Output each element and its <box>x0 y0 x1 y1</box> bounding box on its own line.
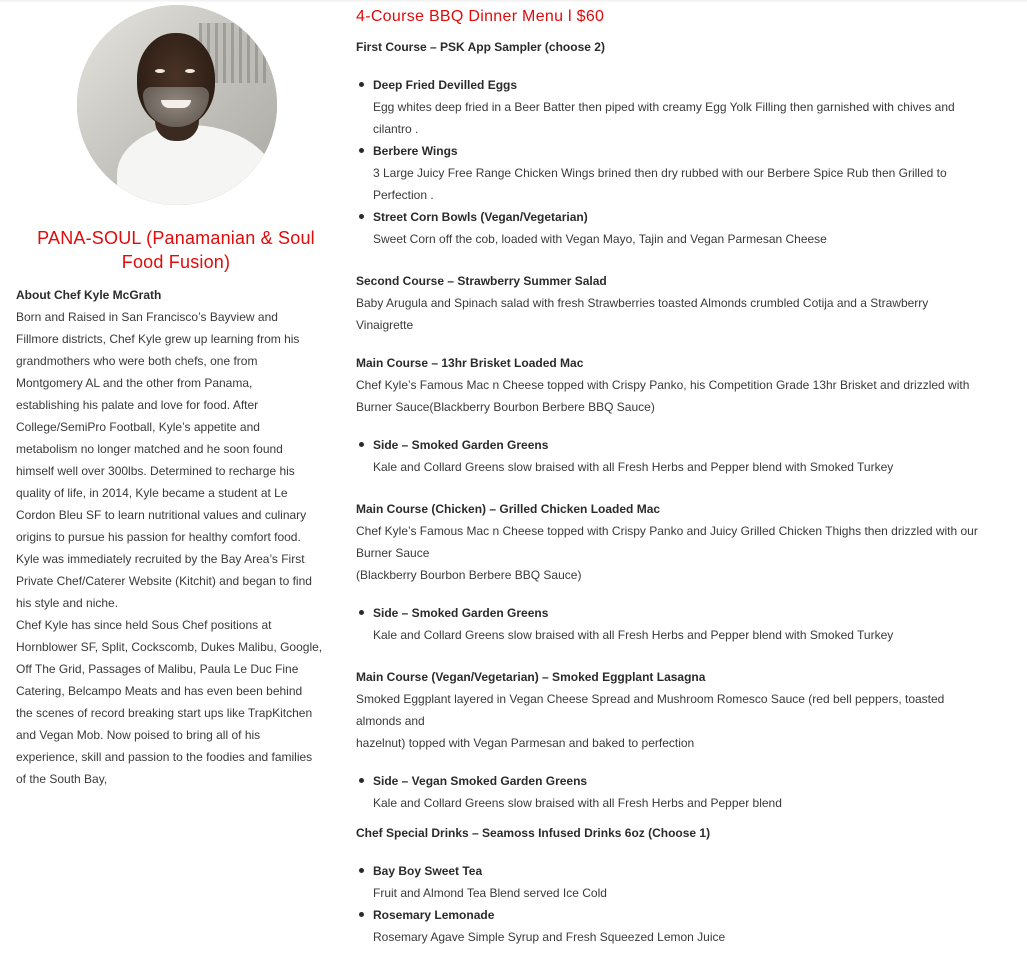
desc-line: Vinaigrette <box>356 318 414 332</box>
about-line: grandmothers who were both chefs, one from <box>16 354 258 368</box>
second-course-heading: Second Course – Strawberry Summer Salad <box>356 274 607 288</box>
about-line: Catering, Belcampo Meats and has even been behind <box>16 684 303 698</box>
about-line: experience, skill and passion to the foodies and families <box>16 750 313 764</box>
desc-line: Kale and Collard Greens slow braised with all Fresh Herbs and Pepper blend <box>373 796 782 810</box>
menu-item-name: Deep Fried Devilled Eggs <box>373 78 518 92</box>
about-text <box>16 306 338 790</box>
bullet-icon <box>359 912 364 917</box>
first-course-heading: First Course – PSK App Sampler (choose 2) <box>356 40 605 54</box>
desc-line: 3 Large Juicy Free Range Chicken Wings brined then dry rubbed with our Berbere Spice Rub then Grilled to <box>373 166 947 180</box>
about-line: metabolism no longer matched and he soon found <box>16 442 283 456</box>
side-desc <box>373 624 1013 646</box>
main-vegan-heading: Main Course (Vegan/Vegetarian) – Smoked Eggplant Lasagna <box>356 670 706 684</box>
desc-line: almonds and <box>356 714 425 728</box>
drinks-heading: Chef Special Drinks – Seamoss Infused Drinks 6oz (Choose 1) <box>356 826 711 840</box>
desc-line: Kale and Collard Greens slow braised with all Fresh Herbs and Pepper blend with Smoked Turkey <box>373 460 894 474</box>
menu-item-name: Berbere Wings <box>373 144 458 158</box>
side-desc <box>373 792 1013 814</box>
bullet-icon <box>359 610 364 615</box>
chef-photo <box>77 5 277 205</box>
about-line: his style and niche. <box>16 596 119 610</box>
about-line: origins to pursue his passion for healthy comfort food. <box>16 530 301 544</box>
side-name: Side – Vegan Smoked Garden Greens <box>373 774 588 788</box>
main-brisket-heading: Main Course – 13hr Brisket Loaded Mac <box>356 356 584 370</box>
desc-line: Egg whites deep fried in a Beer Batter then piped with creamy Egg Yolk Filling then garnished with chives and <box>373 100 955 114</box>
chef-brand-title-line1: PANA-SOUL (Panamanian & Soul <box>37 228 315 248</box>
side-name: Side – Smoked Garden Greens <box>373 606 549 620</box>
about-line: quality of life, in 2014, Kyle became a student at Le <box>16 486 288 500</box>
about-heading: About Chef Kyle McGrath <box>16 288 162 302</box>
desc-line: Chef Kyle’s Famous Mac n Cheese topped with Crispy Panko and Juicy Grilled Chicken Thighs then drizzled with our <box>356 524 978 538</box>
about-line: Off The Grid, Passages of Malibu, Paula Le Duc Fine <box>16 662 299 676</box>
drink-name: Bay Boy Sweet Tea <box>373 864 483 878</box>
about-line: Born and Raised in San Francisco’s Bayview and <box>16 310 278 324</box>
menu-item-name: Street Corn Bowls (Vegan/Vegetarian) <box>373 210 588 224</box>
about-line: Kyle was immediately recruited by the Bay Area’s First <box>16 552 305 566</box>
side-name: Side – Smoked Garden Greens <box>373 438 549 452</box>
top-divider <box>0 0 1027 3</box>
chef-brand-title <box>16 226 336 274</box>
desc-line: Burner Sauce(Blackberry Bourbon Berbere BBQ Sauce) <box>356 400 655 414</box>
about-line: Chef Kyle has since held Sous Chef positions at <box>16 618 272 632</box>
desc-line: Smoked Eggplant layered in Vegan Cheese Spread and Mushroom Romesco Sauce (red bell peppers, toasted <box>356 692 945 706</box>
menu-item-desc <box>373 96 1013 140</box>
desc-line: hazelnut) topped with Vegan Parmesan and baked to perfection <box>356 736 695 750</box>
desc-line: Perfection . <box>373 188 434 202</box>
desc-line: Fruit and Almond Tea Blend served Ice Cold <box>373 886 607 900</box>
menu-title: 4-Course BBQ Dinner Menu l $60 <box>356 8 605 25</box>
drink-desc <box>373 882 1013 904</box>
about-line: himself well over 300lbs. Determined to recharge his <box>16 464 295 478</box>
desc-line: Baby Arugula and Spinach salad with fresh Strawberries toasted Almonds crumbled Cotija and a Strawberry <box>356 296 929 310</box>
about-line: College/SemiPro Football, Kyle’s appetite and <box>16 420 260 434</box>
drink-desc <box>373 926 1013 948</box>
about-line: the scenes of record breaking start ups like TrapKitchen <box>16 706 313 720</box>
bullet-icon <box>359 214 364 219</box>
bullet-icon <box>359 442 364 447</box>
about-line: of the South Bay, <box>16 772 108 786</box>
chef-brand-title-line2: Food Fusion) <box>121 252 231 272</box>
bullet-icon <box>359 868 364 873</box>
main-chicken-desc <box>356 520 1016 586</box>
desc-line: Sweet Corn off the cob, loaded with Vegan Mayo, Tajin and Vegan Parmesan Cheese <box>373 232 827 246</box>
main-vegan-desc <box>356 688 1016 754</box>
desc-line: Kale and Collard Greens slow braised with all Fresh Herbs and Pepper blend with Smoked Turkey <box>373 628 894 642</box>
about-line: establishing his palate and love for food. After <box>16 398 259 412</box>
about-line: and Vegan Mob. Now poised to bring all of his <box>16 728 261 742</box>
drink-name: Rosemary Lemonade <box>373 908 495 922</box>
desc-line: (Blackberry Bourbon Berbere BBQ Sauce) <box>356 568 582 582</box>
menu-item-desc <box>373 228 1013 250</box>
desc-line: Chef Kyle’s Famous Mac n Cheese topped with Crispy Panko, his Competition Grade 13hr Brisket and drizzled with <box>356 378 970 392</box>
about-line: Private Chef/Caterer Website (Kitchit) and began to find <box>16 574 312 588</box>
desc-line: Burner Sauce <box>356 546 430 560</box>
about-line: Cordon Bleu SF to learn nutritional values and culinary <box>16 508 307 522</box>
bullet-icon <box>359 148 364 153</box>
second-course-desc <box>356 292 1016 336</box>
bullet-icon <box>359 82 364 87</box>
main-brisket-desc <box>356 374 1016 418</box>
desc-line: Rosemary Agave Simple Syrup and Fresh Squeezed Lemon Juice <box>373 930 726 944</box>
main-chicken-heading: Main Course (Chicken) – Grilled Chicken Loaded Mac <box>356 502 661 516</box>
about-line: Fillmore districts, Chef Kyle grew up learning from his <box>16 332 300 346</box>
menu-item-desc <box>373 162 1013 206</box>
side-desc <box>373 456 1013 478</box>
desc-line: cilantro . <box>373 122 419 136</box>
about-line: Montgomery AL and the other from Panama, <box>16 376 253 390</box>
about-line: Hornblower SF, Split, Cockscomb, Dukes Malibu, Google, <box>16 640 323 654</box>
bullet-icon <box>359 778 364 783</box>
